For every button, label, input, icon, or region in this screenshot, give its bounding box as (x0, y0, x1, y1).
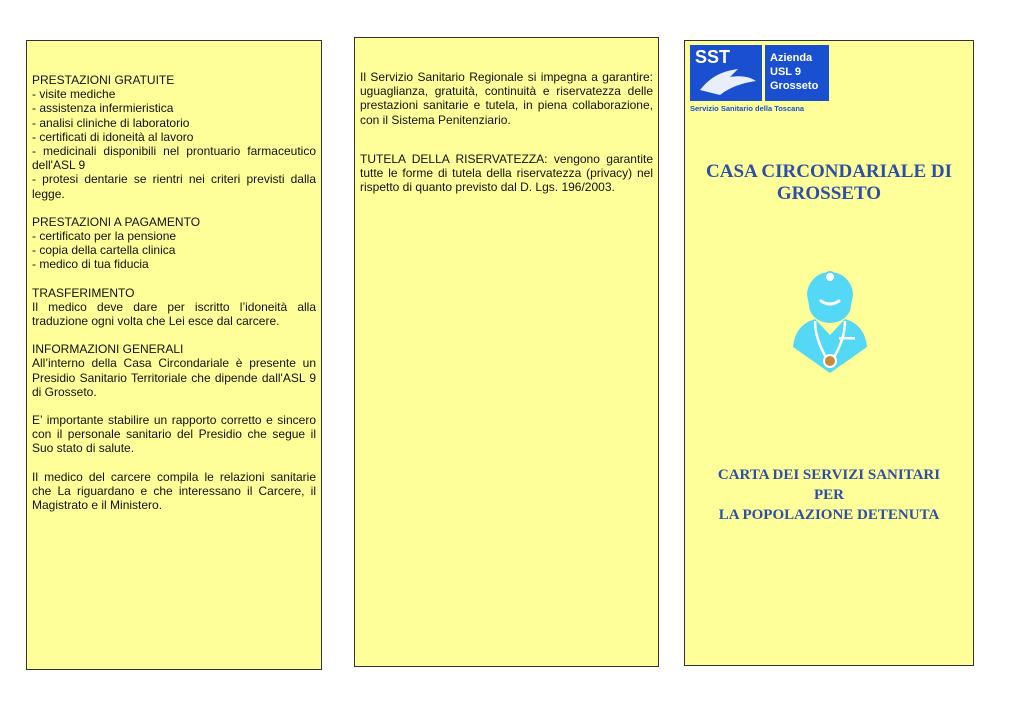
list-item: - protesi dentarie se rientri nei criteri previsti dalla legge. (32, 172, 316, 201)
doctor-icon (785, 269, 875, 379)
cover-title-line1: CASA CIRCONDARIALE DI (706, 161, 952, 182)
panel-left (26, 40, 322, 670)
panel-cover (684, 40, 974, 666)
cover-title-line2: GROSSETO (776, 183, 882, 204)
paragraph: All’interno della Casa Circondariale è presente un Presidio Sanitario Territoriale che dipende dall'ASL 9 di Grosseto. (32, 356, 316, 399)
list-item: - copia della cartella clinica (32, 243, 176, 258)
section-general-info (32, 342, 316, 399)
logo-org-line2: USL 9 (770, 66, 801, 78)
cover-subtitle-line2: PER (814, 487, 844, 503)
paragraph-privacy: TUTELA DELLA RISERVATEZZA: vengono garantite tutte le forme di tutela della riservatezza (privacy) nel rispetto di quanto previsto dal D. Lgs. 196/2003. (360, 151, 653, 195)
paragraph: E’ importante stabilire un rapporto corretto e sincero con il personale sanitario del Presidio che segue il Suo stato di salute. (32, 413, 316, 456)
list-item: - assistenza infermieristica (32, 101, 174, 116)
list-item: - certificato per la pensione (32, 229, 177, 244)
panel-left-text (32, 73, 316, 512)
section-reports (32, 470, 316, 513)
logo-mark: SST (695, 47, 731, 67)
section-relationship (32, 413, 316, 456)
section-paid-services (32, 215, 316, 272)
cover-subtitle-line3: LA POPOLAZIONE DETENUTA (718, 507, 940, 523)
list-item: - medico di tua fiducia (32, 257, 149, 272)
paragraph: Il medico deve dare per iscritto l’idoneità alla traduzione ogni volta che Lei esce dal carcere. (32, 299, 316, 329)
usl-logo (690, 45, 830, 113)
cover-subtitle (685, 465, 973, 525)
cover-title (685, 161, 973, 205)
section-free-services (32, 73, 316, 201)
cover-subtitle-line1: CARTA DEI SERVIZI SANITARI (717, 467, 941, 483)
list-item: - certificati di idoneità al lavoro (32, 129, 194, 144)
paragraph: Il medico del carcere compila le relazioni sanitarie che La riguardano e che interessano il Carcere, il Magistrato e il Ministero. (32, 469, 316, 513)
section-transfer (32, 286, 316, 329)
panel-middle-text (360, 70, 653, 194)
paragraph-commitment: Il Servizio Sanitario Regionale si impegna a garantire: uguaglianza, gratuità, continuità e riservatezza delle prestazioni sanitarie e tutela, in piena collaborazione, con il Sistema Penitenziario. (360, 70, 653, 127)
section-heading: PRESTAZIONI A PAGAMENTO (32, 214, 201, 229)
list-item: - visite mediche (32, 87, 116, 102)
panel-middle (354, 37, 659, 667)
logo-caption: Servizio Sanitario della Toscana (690, 104, 805, 113)
logo-org-line1: Azienda (770, 52, 813, 64)
list-item: - analisi cliniche di laboratorio (32, 115, 190, 130)
section-heading: TRASFERIMENTO (32, 285, 135, 300)
section-heading: PRESTAZIONI GRATUITE (32, 73, 175, 87)
section-heading: INFORMAZIONI GENERALI (32, 342, 184, 357)
list-item: - medicinali disponibili nel prontuario farmaceutico dell'ASL 9 (32, 144, 316, 173)
logo-org-line3: Grosseto (770, 80, 819, 92)
